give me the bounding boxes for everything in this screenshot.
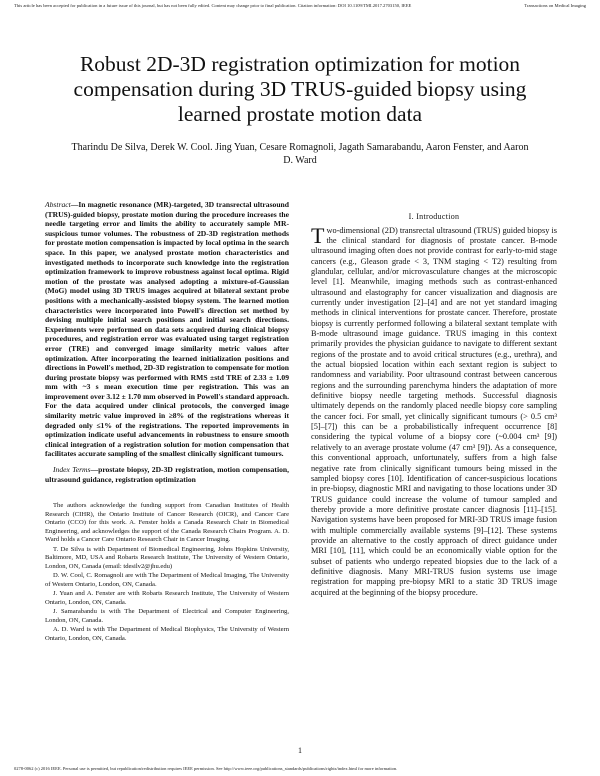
section-heading: I. Introduction	[408, 212, 460, 221]
footnote: T. De Silva is with Department of Biomedical Engineering, Johns Hopkins University, Baltimore, MD, USA and Robarts Research Institute, The University of Western Ontario, London, ON, Canada (email: tdesilv2@jhu.edu)	[45, 545, 289, 570]
footnote: A. D. Ward is with The Department of Medical Biophysics, The University of Western Ontario, London, ON, Canada.	[45, 626, 289, 642]
index-terms-text: —prostate biopsy, 2D-3D registration, motion compensation, ultrasound guidance, registration optimization	[45, 465, 289, 484]
index-terms-lead: Index Terms	[53, 465, 91, 475]
footnote: J. Samarabandu is with The Department of Electrical and Computer Engineering, London, ON, Canada.	[45, 608, 289, 624]
drop-cap: T	[311, 222, 325, 248]
left-column	[45, 200, 289, 644]
author-footnotes	[45, 502, 289, 643]
page-number: 1	[298, 746, 302, 755]
right-column	[311, 212, 557, 598]
journal-header-note	[14, 3, 586, 9]
author-list: Tharindu De Silva, Derek W. Cool. Jing Yuan, Cesare Romagnoli, Jagath Samarabandu, Aaron Fenster, and Aaron D. Ward	[71, 142, 529, 166]
index-terms	[45, 465, 289, 484]
footnote: J. Yuan and A. Fenster are with Robarts Research Institute, The University of Western Ontario, London, ON, Canada.	[45, 590, 289, 606]
journal-name: Transactions on Medical Imaging	[524, 3, 586, 8]
footnote: The authors acknowledge the funding support from Canadian Institutes of Health Research (CIHR), the Ontario Institute of Cancer Research (OICR), and Cancer Care Ontario (CCO) for this work. A. Fenster holds a Canada Research Chair in Biomedical Engineering, and acknowledges the support of the Canada Research Chairs Program. A. D. Ward holds a Cancer Care Ontario Research Chair in Cancer Imaging.	[45, 502, 289, 544]
paper-title: Robust 2D-3D registration optimization for motion compensation during 3D TRUS-guided biopsy using learned prostate motion data	[73, 52, 527, 126]
abstract	[45, 200, 289, 459]
abstract-text: —In magnetic resonance (MR)-targeted, 3D transrectal ultrasound (TRUS)-guided biopsy, prostate motion during the procedure increases the needle targeting error and limits the ability to accurately sample MR-suspicious tumor volumes. The robustness of 2D-3D registration methods for prostate motion compensation is impacted by local optima in the search space. In this paper, we analysed prostate motion characteristics and investigated methods to incorporate such knowledge into the registration optimization framework to improve robustness against local optima. Rigid motion of the prostate was analysed adopting a mixture-of-Gaussian (MoG) model using 3D TRUS images acquired at bilateral sextant probe positions with a mechanically-assisted biopsy system. The learned motion characteristics were incorporated into Powell's direction set method by devising multiple initial search positions and initial search directions. Experiments were performed on data sets acquired during clinical biopsy procedures, and registration error was evaluated using target registration error (TRE) and converged image similarity metric values after optimization. After incorporating the learned initialization positions and directions in Powell's method, 2D-3D registration to compensate for motion during prostate biopsy was performed with RMS ±std TRE of 2.33 ± 1.09 mm with ~3 s mean execution time per registration. This was an improvement over 3.12 ± 1.70 mm observed in Powell's standard approach. For the data acquired under clinical protocols, the converged image similarity metric value improved in ≥8% of the registrations whereas it degraded only ≤1% of the registrations. The reported improvements in optimization indicate useful advancements in robustness to ensure smooth clinical integration of a registration solution for motion compensation that facilitates accurate sampling of the smallest clinically significant tumours.	[45, 200, 289, 459]
footnote: D. W. Cool, C. Romagnoli are with The Department of Medical Imaging, The University of Western Ontario, London, ON, Canada.	[45, 572, 289, 588]
introduction-paragraph	[311, 222, 557, 598]
publication-notice: This article has been accepted for publication in a future issue of this journal, but has not been fully edited. Content may change prior to final publication. Citation information: DOI 10.1109/TMI.2017.2703150, IEEE	[14, 3, 412, 8]
abstract-lead: Abstract	[45, 200, 71, 209]
introduction-text: wo-dimensional (2D) transrectal ultrasound (TRUS) guided biopsy is the clinical standard for diagnosis of prostate cancer. B-mode ultrasound imaging often does not provide contrast for early-to-mid stage cancers (e.g., Gleason grade < 3, TNM staging < T2) resulting from glandular, cellular, and/or microvasculature changes at the microscopic level [1]. Meanwhile, imaging methods such as contrast-enhanced ultrasound and elastography for cancer visualization and diagnosis are currently under investigation [2]–[4] and are not yet standard imaging methods in clinical interventions for prostate cancer. Therefore, prostate biopsy is currently performed following a bilateral sextant template with B-mode ultrasound image guidance. TRUS imaging in this context primarily provides the physician guidance to navigate to different sextant regions of the prostate and to avoid critical structures (e.g., urethra), and the actual biopsied location within each sextant region is subject to randomness and variability. Poor ultrasound contrast between cancerous regions and the surrounding parenchyma hinders the adaptation of more definitive biopsy needle targeting methods. Successful diagnosis ultimately depends on the randomly placed needle biopsy core sampling the cancer foci. For small, yet clinically significant tumours (> 0.5 cm³ [5]–[7]) this can be a probabilistically infrequent occurrence [8] considering the typical volume of a biopsy core (~0.004 cm³ [9]) relatively to an average prostate volume (47 cm³ [9]). As a consequence, this conventional approach, unfortunately, suffers from a high false negative rate from clinically significant tumours being missed in the sampled biopsy cores [10]. Identification of cancer-suspicious locations in pre-biopsy, diagnostic MRI and navigating to those locations under 3D TRUS guidance could increase the volume of tumour sampled and thereby provide a more definitive prostate cancer diagnosis [11]–[15]. Navigation systems have been proposed for MRI-3D TRUS image fusion with multiple commercially available systems [9]–[12]. These systems provide an alternative to the costly approach of direct guidance under MRI [10], [11], which could be an economically viable option for the subset of patients who undergo repeated biopsies due to the lack of a definitive diagnosis. Many MRI-TRUS fusion systems use image registration for mapping pre-biopsy MRI to a static 3D TRUS image acquired at the beginning of the biopsy procedure.	[311, 225, 557, 597]
copyright-footer: 0278-0062 (c) 2016 IEEE. Personal use is permitted, but republication/redistribution requires IEEE permission. See http://www.ieee.org/publications_standards/publications/rights/index.html for more information.	[14, 766, 398, 771]
